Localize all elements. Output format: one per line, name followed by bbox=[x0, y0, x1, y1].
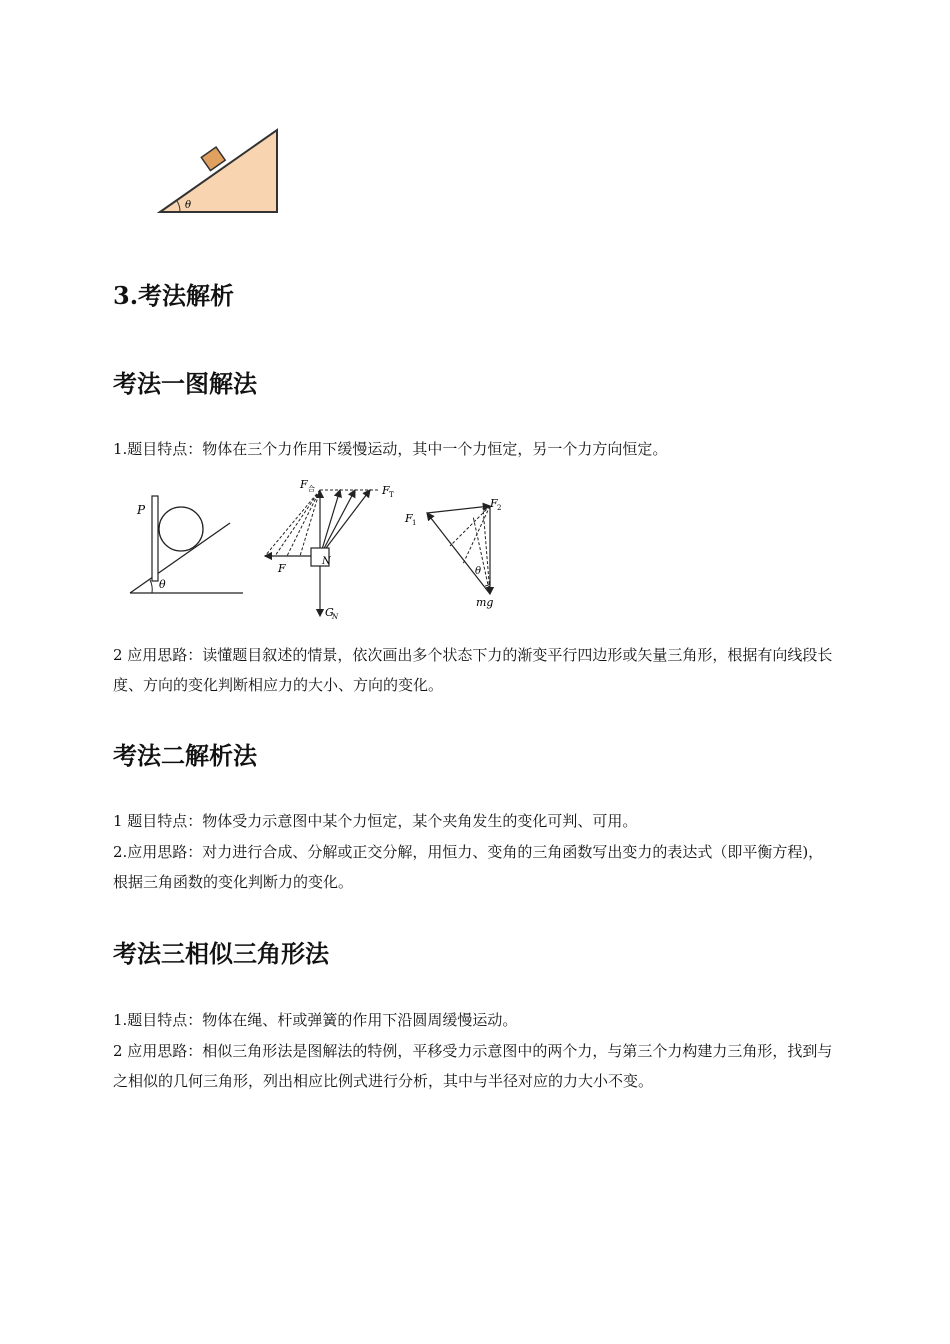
label-g: G bbox=[325, 606, 334, 619]
fig-vector-triangle bbox=[404, 497, 501, 609]
method2-idea: 2.应用思路：对力进行合成、分解或正交分解，用恒力、变角的三角函数写出变力的表达式（即平衡方程)，根据三角函数的变化判断力的变化。 bbox=[113, 843, 824, 891]
label-theta-c: θ bbox=[475, 566, 482, 577]
force-diagram-row bbox=[125, 476, 515, 626]
label-f-he: F bbox=[300, 478, 308, 491]
method2-feature: 1 题目特点：物体受力示意图中某个力恒定，某个夹角发生的变化可判、可用。 bbox=[113, 812, 638, 830]
fig-ball-wall bbox=[130, 496, 243, 593]
label-theta-a: θ bbox=[159, 578, 166, 591]
angle-label: θ bbox=[185, 200, 192, 211]
label-n: N bbox=[322, 556, 331, 567]
label-f1: F bbox=[405, 512, 413, 525]
label-sub-t: T bbox=[389, 491, 394, 499]
method3-idea: 2 应用思路：相似三角形法是图解法的特例，平移受力示意图中的两个力，与第三个力构建力三角形，找到与之相似的几何三角形，列出相应比例式进行分析，其中与半径对应的力大小不变。 bbox=[113, 1042, 833, 1090]
method2-title: 考法二解析法 bbox=[113, 742, 257, 770]
section-title: 3.考法解析 bbox=[113, 281, 235, 310]
incline-triangle bbox=[160, 130, 277, 212]
label-f2: F bbox=[490, 497, 498, 510]
method3-title: 考法三相似三角形法 bbox=[113, 940, 329, 968]
label-ft: F bbox=[382, 484, 390, 497]
label-f: F bbox=[278, 562, 286, 575]
label-sub-he: 合 bbox=[308, 485, 315, 493]
label-sub-1: 1 bbox=[412, 519, 417, 527]
label-p: P bbox=[137, 503, 146, 517]
block bbox=[201, 147, 225, 170]
method1-feature: 1.题目特点：物体在三个力作用下缓慢运动，其中一个力恒定，另一个力方向恒定。 bbox=[113, 440, 668, 458]
method1-idea: 2 应用思路：读懂题目叙述的情景，依次画出多个状态下力的渐变平行四边形或矢量三角形，根据有向线段长度、方向的变化判断相应力的大小、方向的变化。 bbox=[113, 646, 833, 694]
label-sub-2: 2 bbox=[497, 504, 502, 512]
label-mg: mg bbox=[476, 596, 494, 609]
label-sub-n: N bbox=[332, 613, 339, 621]
method1-title: 考法一图解法 bbox=[113, 370, 257, 398]
method3-feature: 1.题目特点：物体在绳、杆或弹簧的作用下沿圆周缓慢运动。 bbox=[113, 1011, 518, 1029]
fig-force-parallelogram bbox=[265, 478, 394, 621]
incline-figure bbox=[155, 125, 285, 220]
